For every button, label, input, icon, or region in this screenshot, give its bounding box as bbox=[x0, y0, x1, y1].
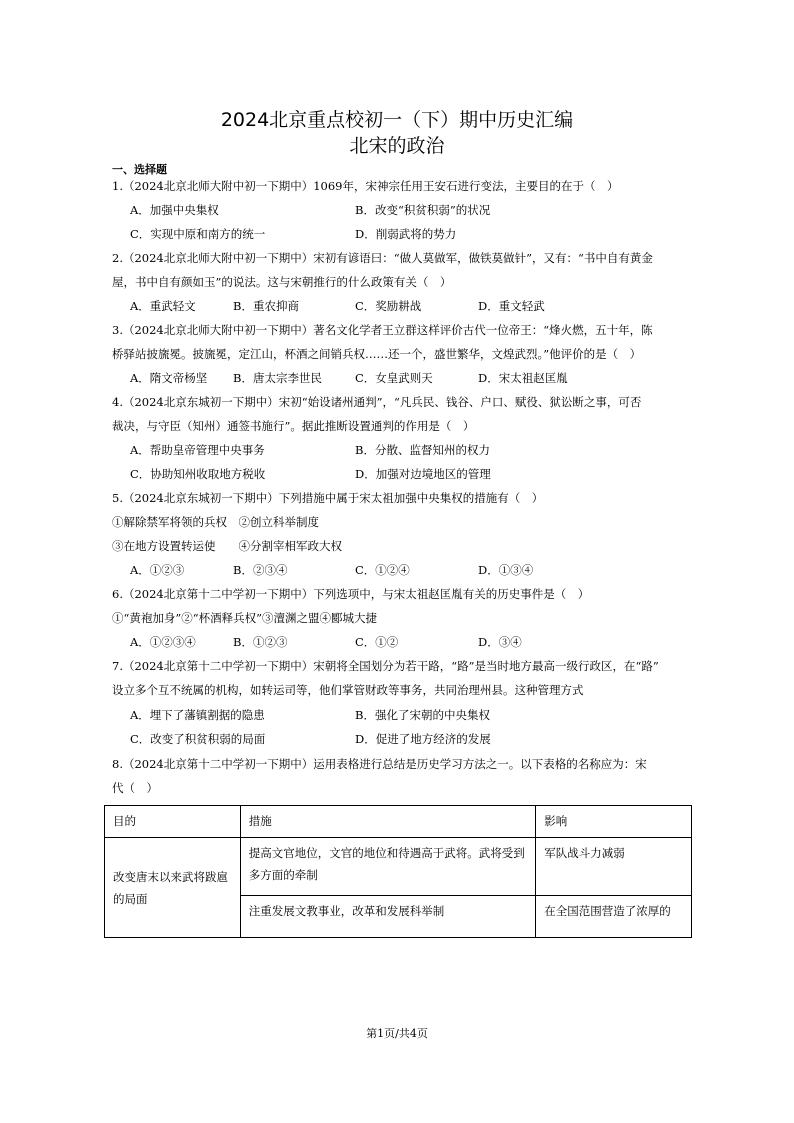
q7-option-c: C．改变了积贫积弱的局面 bbox=[130, 732, 266, 746]
q2-option-a: A．重武轻文 bbox=[130, 299, 196, 313]
q6-option-d: D．③④ bbox=[478, 635, 522, 649]
question-7-stem-line2: 设立多个互不统属的机构，如转运司等，他们掌管财政等事务，共同治理州县。这种管理方式 bbox=[112, 683, 584, 697]
summary-table bbox=[104, 805, 692, 938]
q3-option-a: A．隋文帝杨坚 bbox=[130, 371, 208, 385]
q1-option-b: B．改变“积贫积弱”的状况 bbox=[355, 203, 491, 217]
q1-option-a: A．加强中央集权 bbox=[130, 203, 219, 217]
question-4-stem-line2: 裁决，与守臣（知州）通签书施行”。据此推断设置通判的作用是（ ） bbox=[112, 419, 475, 433]
table-row bbox=[105, 838, 692, 896]
question-4-stem-line1: 4.（2024北京东城初一下期中）宋初“始设诸州通判”，“凡兵民、钱谷、户口、赋役、狱讼断之事，可否 bbox=[112, 395, 642, 409]
q1-option-c: C．实现中原和南方的统一 bbox=[130, 227, 266, 241]
q5-option-a: A．①②③ bbox=[130, 563, 185, 577]
q5-option-d: D．①③④ bbox=[478, 563, 534, 577]
question-3-stem-line2: 桥驿站披旒冕。披旒冕，定江山，杯酒之间销兵权……还一个，盛世繁华，文煌武烈。”他评价的是（ ） bbox=[112, 347, 642, 361]
q2-option-d: D．重文轻武 bbox=[478, 299, 545, 313]
q7-option-a: A．埋下了藩镇割据的隐患 bbox=[130, 708, 265, 722]
table-header-effect: 影响 bbox=[536, 806, 692, 838]
table-cell-effect: 在全国范围营造了浓厚的 bbox=[536, 896, 692, 938]
question-5-stem: 5.（2024北京东城初一下期中）下列措施中属于宋太祖加强中央集权的措施有（ ） bbox=[112, 491, 544, 505]
page-title: 2024北京重点校初一（下）期中历史汇编 bbox=[220, 109, 574, 131]
q7-option-d: D．促进了地方经济的发展 bbox=[355, 732, 491, 746]
table-cell-purpose: 改变唐末以来武将跋扈的局面 bbox=[105, 838, 241, 938]
question-6-stem: 6.（2024北京第十二中学初一下期中）下列选项中，与宋太祖赵匡胤有关的历史事件是（ ） bbox=[112, 587, 590, 601]
question-2-stem-line1: 2.（2024北京北师大附中初一下期中）宋初有谚语曰：“做人莫做军，做铁莫做针”，又有：“书中自有黄金 bbox=[112, 251, 653, 265]
page-subtitle: 北宋的政治 bbox=[349, 135, 445, 157]
section-title: 一、选择题 bbox=[112, 163, 167, 176]
q2-option-b: B．重农抑商 bbox=[233, 299, 299, 313]
q3-option-d: D．宋太祖赵匡胤 bbox=[478, 371, 568, 385]
q4-option-c: C．协助知州收取地方税收 bbox=[130, 467, 266, 481]
q5-option-c: C．①②④ bbox=[355, 563, 410, 577]
page-number: 第1页/共4页 bbox=[366, 1027, 428, 1040]
q4-option-b: B．分散、监督知州的权力 bbox=[355, 443, 490, 457]
q5-option-b: B．②③④ bbox=[233, 563, 288, 577]
question-3-stem-line1: 3.（2024北京北师大附中初一下期中）著名文化学者王立群这样评价古代一位帝王：“烽火燃，五十年，陈 bbox=[112, 323, 653, 337]
q6-option-b: B．①②③ bbox=[233, 635, 288, 649]
q3-option-b: B．唐太宗李世民 bbox=[233, 371, 322, 385]
q3-option-c: C．女皇武则天 bbox=[355, 371, 433, 385]
q5-item-line2: ③在地方设置转运使 ④分割宰相军政大权 bbox=[112, 539, 342, 553]
q6-item-line: ①“黄袍加身”②“杯酒释兵权”③澶渊之盟④郾城大捷 bbox=[112, 611, 378, 625]
question-7-stem-line1: 7.（2024北京第十二中学初一下期中）宋朝将全国划分为若干路，“路”是当时地方最高一级行政区，在“路” bbox=[112, 659, 659, 673]
q6-option-c: C．①② bbox=[355, 635, 399, 649]
q7-option-b: B．强化了宋朝的中央集权 bbox=[355, 708, 490, 722]
q5-item-line1: ①解除禁军将领的兵权 ②创立科举制度 bbox=[112, 515, 319, 529]
q1-option-d: D．削弱武将的势力 bbox=[355, 227, 457, 241]
table-header-measure: 措施 bbox=[240, 806, 535, 838]
question-1-stem: 1.（2024北京北师大附中初一下期中）1069年，宋神宗任用王安石进行变法，主要目的在于（ ） bbox=[112, 179, 619, 193]
table-cell-measure: 提高文官地位，文官的地位和待遇高于武将。武将受到多方面的牵制 bbox=[240, 838, 535, 896]
table-header-purpose: 目的 bbox=[105, 806, 241, 838]
q6-option-a: A．①②③④ bbox=[130, 635, 196, 649]
table-cell-effect: 军队战斗力减弱 bbox=[536, 838, 692, 896]
q2-option-c: C．奖励耕战 bbox=[355, 299, 422, 313]
question-8-stem-line1: 8.（2024北京第十二中学初一下期中）运用表格进行总结是历史学习方法之一。以下表格的名称应为：宋 bbox=[112, 757, 647, 771]
question-2-stem-line2: 屋，书中自有颜如玉”的说法。这与宋朝推行的什么政策有关（ ） bbox=[112, 275, 452, 289]
table-header-row bbox=[105, 806, 692, 838]
q4-option-d: D．加强对边境地区的管理 bbox=[355, 467, 491, 481]
q4-option-a: A．帮助皇帝管理中央事务 bbox=[130, 443, 265, 457]
table-cell-measure: 注重发展文教事业，改革和发展科举制 bbox=[240, 896, 535, 938]
question-8-stem-line2: 代（ ） bbox=[112, 781, 158, 795]
